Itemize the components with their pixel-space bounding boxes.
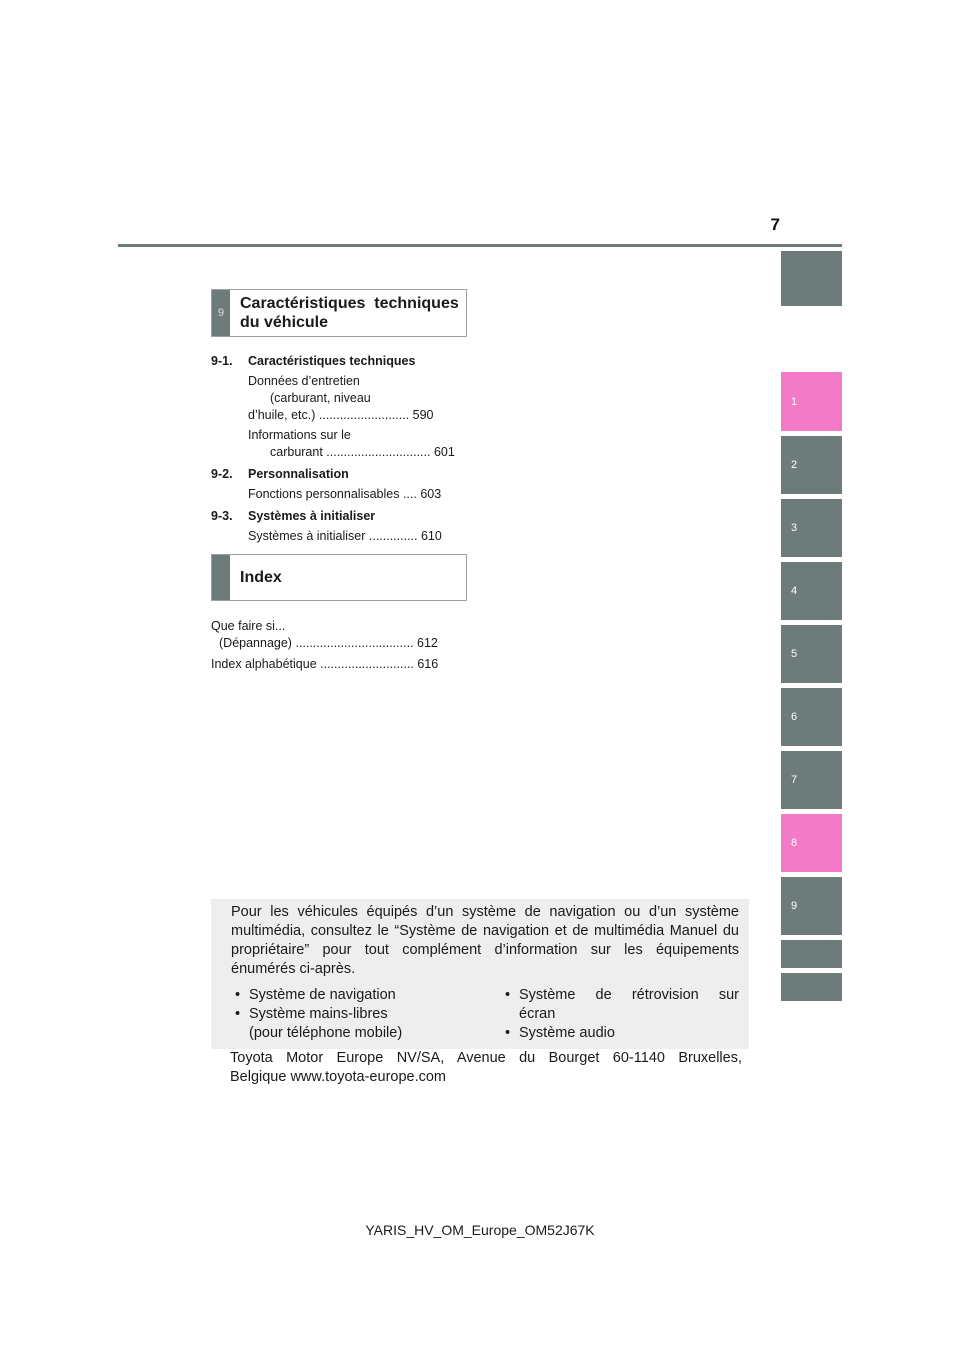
multimedia-note-box — [211, 899, 749, 1049]
chapter-tab-8[interactable] — [781, 814, 842, 872]
chapter-tab-blank-1[interactable] — [781, 940, 842, 968]
list-item: • Système de rétrovision sur — [501, 986, 739, 1005]
toc-entry[interactable]: Index alphabétique ........................... 616 — [211, 657, 439, 671]
chapter-tab-5[interactable] — [781, 625, 842, 683]
chapter-tab-label: 6 — [791, 711, 798, 723]
chapter-tab-label: 5 — [791, 648, 798, 660]
toc-entry[interactable]: Que faire si... (Dépannage) .................................. 612 — [211, 619, 438, 650]
toc-entry[interactable]: Informations sur le carburant .............................. 601 — [248, 428, 455, 459]
publisher-info: Toyota Motor Europe NV/SA, Avenue du Bourget 60-1140 Bruxelles, Belgique www.toyota-europe.com — [230, 1050, 742, 1085]
list-item: • Système audio — [501, 1024, 739, 1043]
section-number — [212, 555, 230, 600]
header-rule — [118, 244, 842, 247]
chapter-tab-blank-2[interactable] — [781, 973, 842, 1001]
toc-entry[interactable]: Données d’entretien (carburant, niveau d’huile, etc.) .......................... 590 — [248, 374, 434, 422]
chapter-tab-label: 8 — [791, 837, 798, 849]
chapter-tab-label: 3 — [791, 522, 798, 534]
list-item-continuation: écran — [519, 1006, 556, 1022]
chapter-tab-label: 1 — [791, 395, 798, 408]
section-9-header — [211, 289, 467, 337]
chapter-tab-label: 9 — [791, 900, 798, 912]
chapter-tab-9[interactable] — [781, 877, 842, 935]
toc-chapter-9-1[interactable]: 9-1. Caractéristiques techniques — [211, 354, 416, 368]
chapter-tab-4[interactable] — [781, 562, 842, 620]
note-text: Pour les véhicules équipés d’un système de navigation ou d’un système multimédia, consultez le “Système de navigation et de multimédia Manuel du propriétaire” pour tout complément d’information sur les équipements énumérés ci-après. — [231, 904, 739, 977]
index-toc — [211, 618, 457, 673]
chapter-tab-7[interactable] — [781, 751, 842, 809]
toc-chapter-9-2[interactable]: 9-2. Personnalisation — [211, 467, 349, 481]
chapter-tab-6[interactable] — [781, 688, 842, 746]
toc-entry[interactable]: Systèmes à initialiser .............. 610 — [248, 529, 442, 543]
chapter-tab-2[interactable] — [781, 436, 842, 494]
chapter-tab-blank-top[interactable] — [781, 251, 842, 306]
section-number: 9 — [212, 290, 230, 336]
note-list-left — [231, 986, 481, 1043]
section-title: Index — [240, 569, 282, 586]
note-list-right — [501, 986, 739, 1043]
list-item-continuation: (pour téléphone mobile) — [249, 1025, 403, 1041]
section-9-toc — [211, 353, 457, 545]
list-item: • Système de navigation — [231, 986, 481, 1005]
page-number: 7 — [770, 215, 780, 234]
list-item: • Système mains-libres — [231, 1005, 481, 1024]
chapter-tab-label: 7 — [791, 774, 798, 786]
section-title: Caractéristiques techniques du véhicule — [240, 295, 459, 331]
chapter-tab-label: 2 — [791, 459, 798, 471]
toc-chapter-9-3[interactable]: 9-3. Systèmes à initialiser — [211, 509, 376, 523]
toc-entry[interactable]: Fonctions personnalisables .... 603 — [248, 487, 442, 501]
chapter-tab-label: 4 — [791, 585, 798, 597]
chapter-tab-1[interactable] — [781, 372, 842, 431]
document-footer: YARIS_HV_OM_Europe_OM52J67K — [365, 1222, 595, 1238]
index-header — [211, 554, 467, 601]
chapter-tab-3[interactable] — [781, 499, 842, 557]
